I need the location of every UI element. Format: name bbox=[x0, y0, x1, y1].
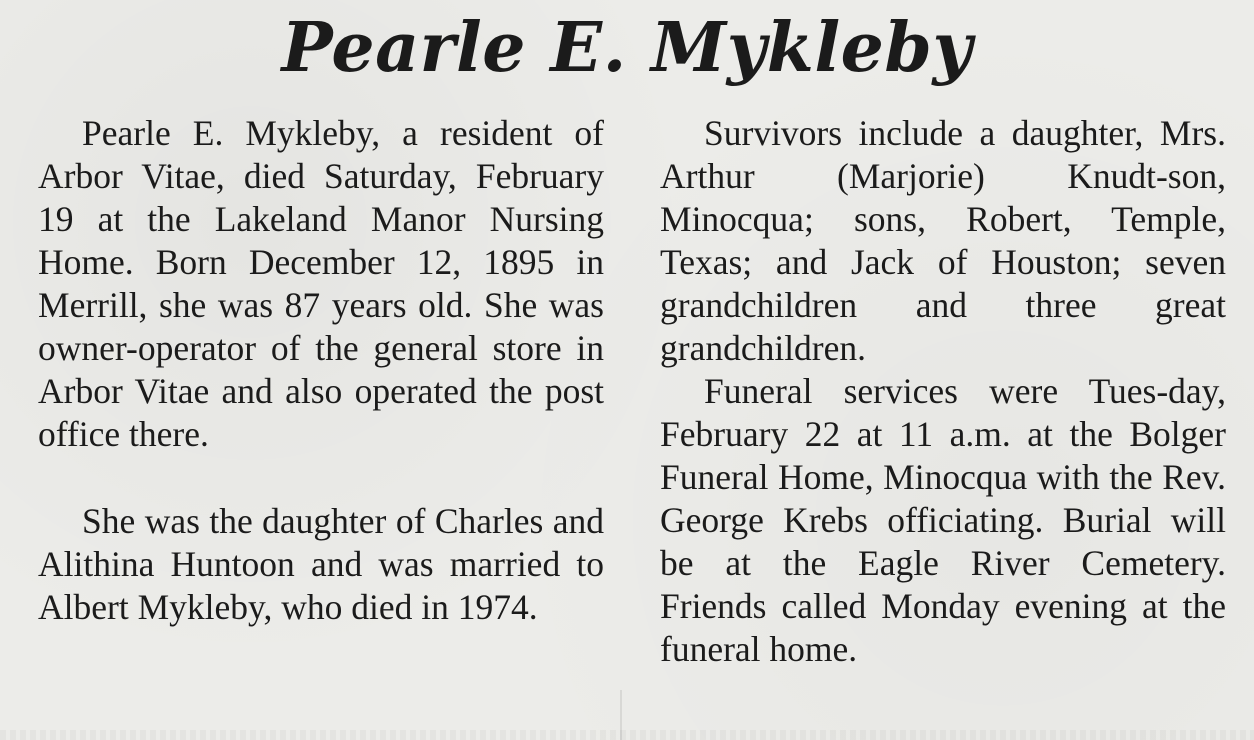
left-column bbox=[38, 112, 604, 629]
obituary-paragraph-2: She was the daughter of Charles and Alithina Huntoon and was married to Albert Mykleby, who died in 1974. bbox=[38, 501, 604, 627]
obituary-paragraph-1: Pearle E. Mykleby, a resident of Arbor Vitae, died Saturday, February 19 at the Lakeland Manor Nursing Home. Born December 12, 1895 in Merrill, she was 87 years old. She was owner-operator of the general store in Arbor Vitae and also operated the post office there. bbox=[38, 113, 604, 454]
obituary-headline: Pearle E. Mykleby bbox=[281, 8, 973, 88]
bottom-edge-artifact bbox=[0, 730, 1254, 740]
obituary-paragraph-3: Survivors include a daughter, Mrs. Arthur (Marjorie) Knudt-son, Minocqua; sons, Robert, Temple, Texas; and Jack of Houston; seven grandchildren and three great grandchildren. bbox=[660, 113, 1226, 368]
right-column bbox=[660, 112, 1226, 671]
obituary-paragraph-4: Funeral services were Tues-day, February 22 at 11 a.m. at the Bolger Funeral Home, Minocqua with the Rev. George Krebs officiating. Burial will be at the Eagle River Cemetery. Friends called Monday evening at the funeral home. bbox=[660, 371, 1226, 669]
